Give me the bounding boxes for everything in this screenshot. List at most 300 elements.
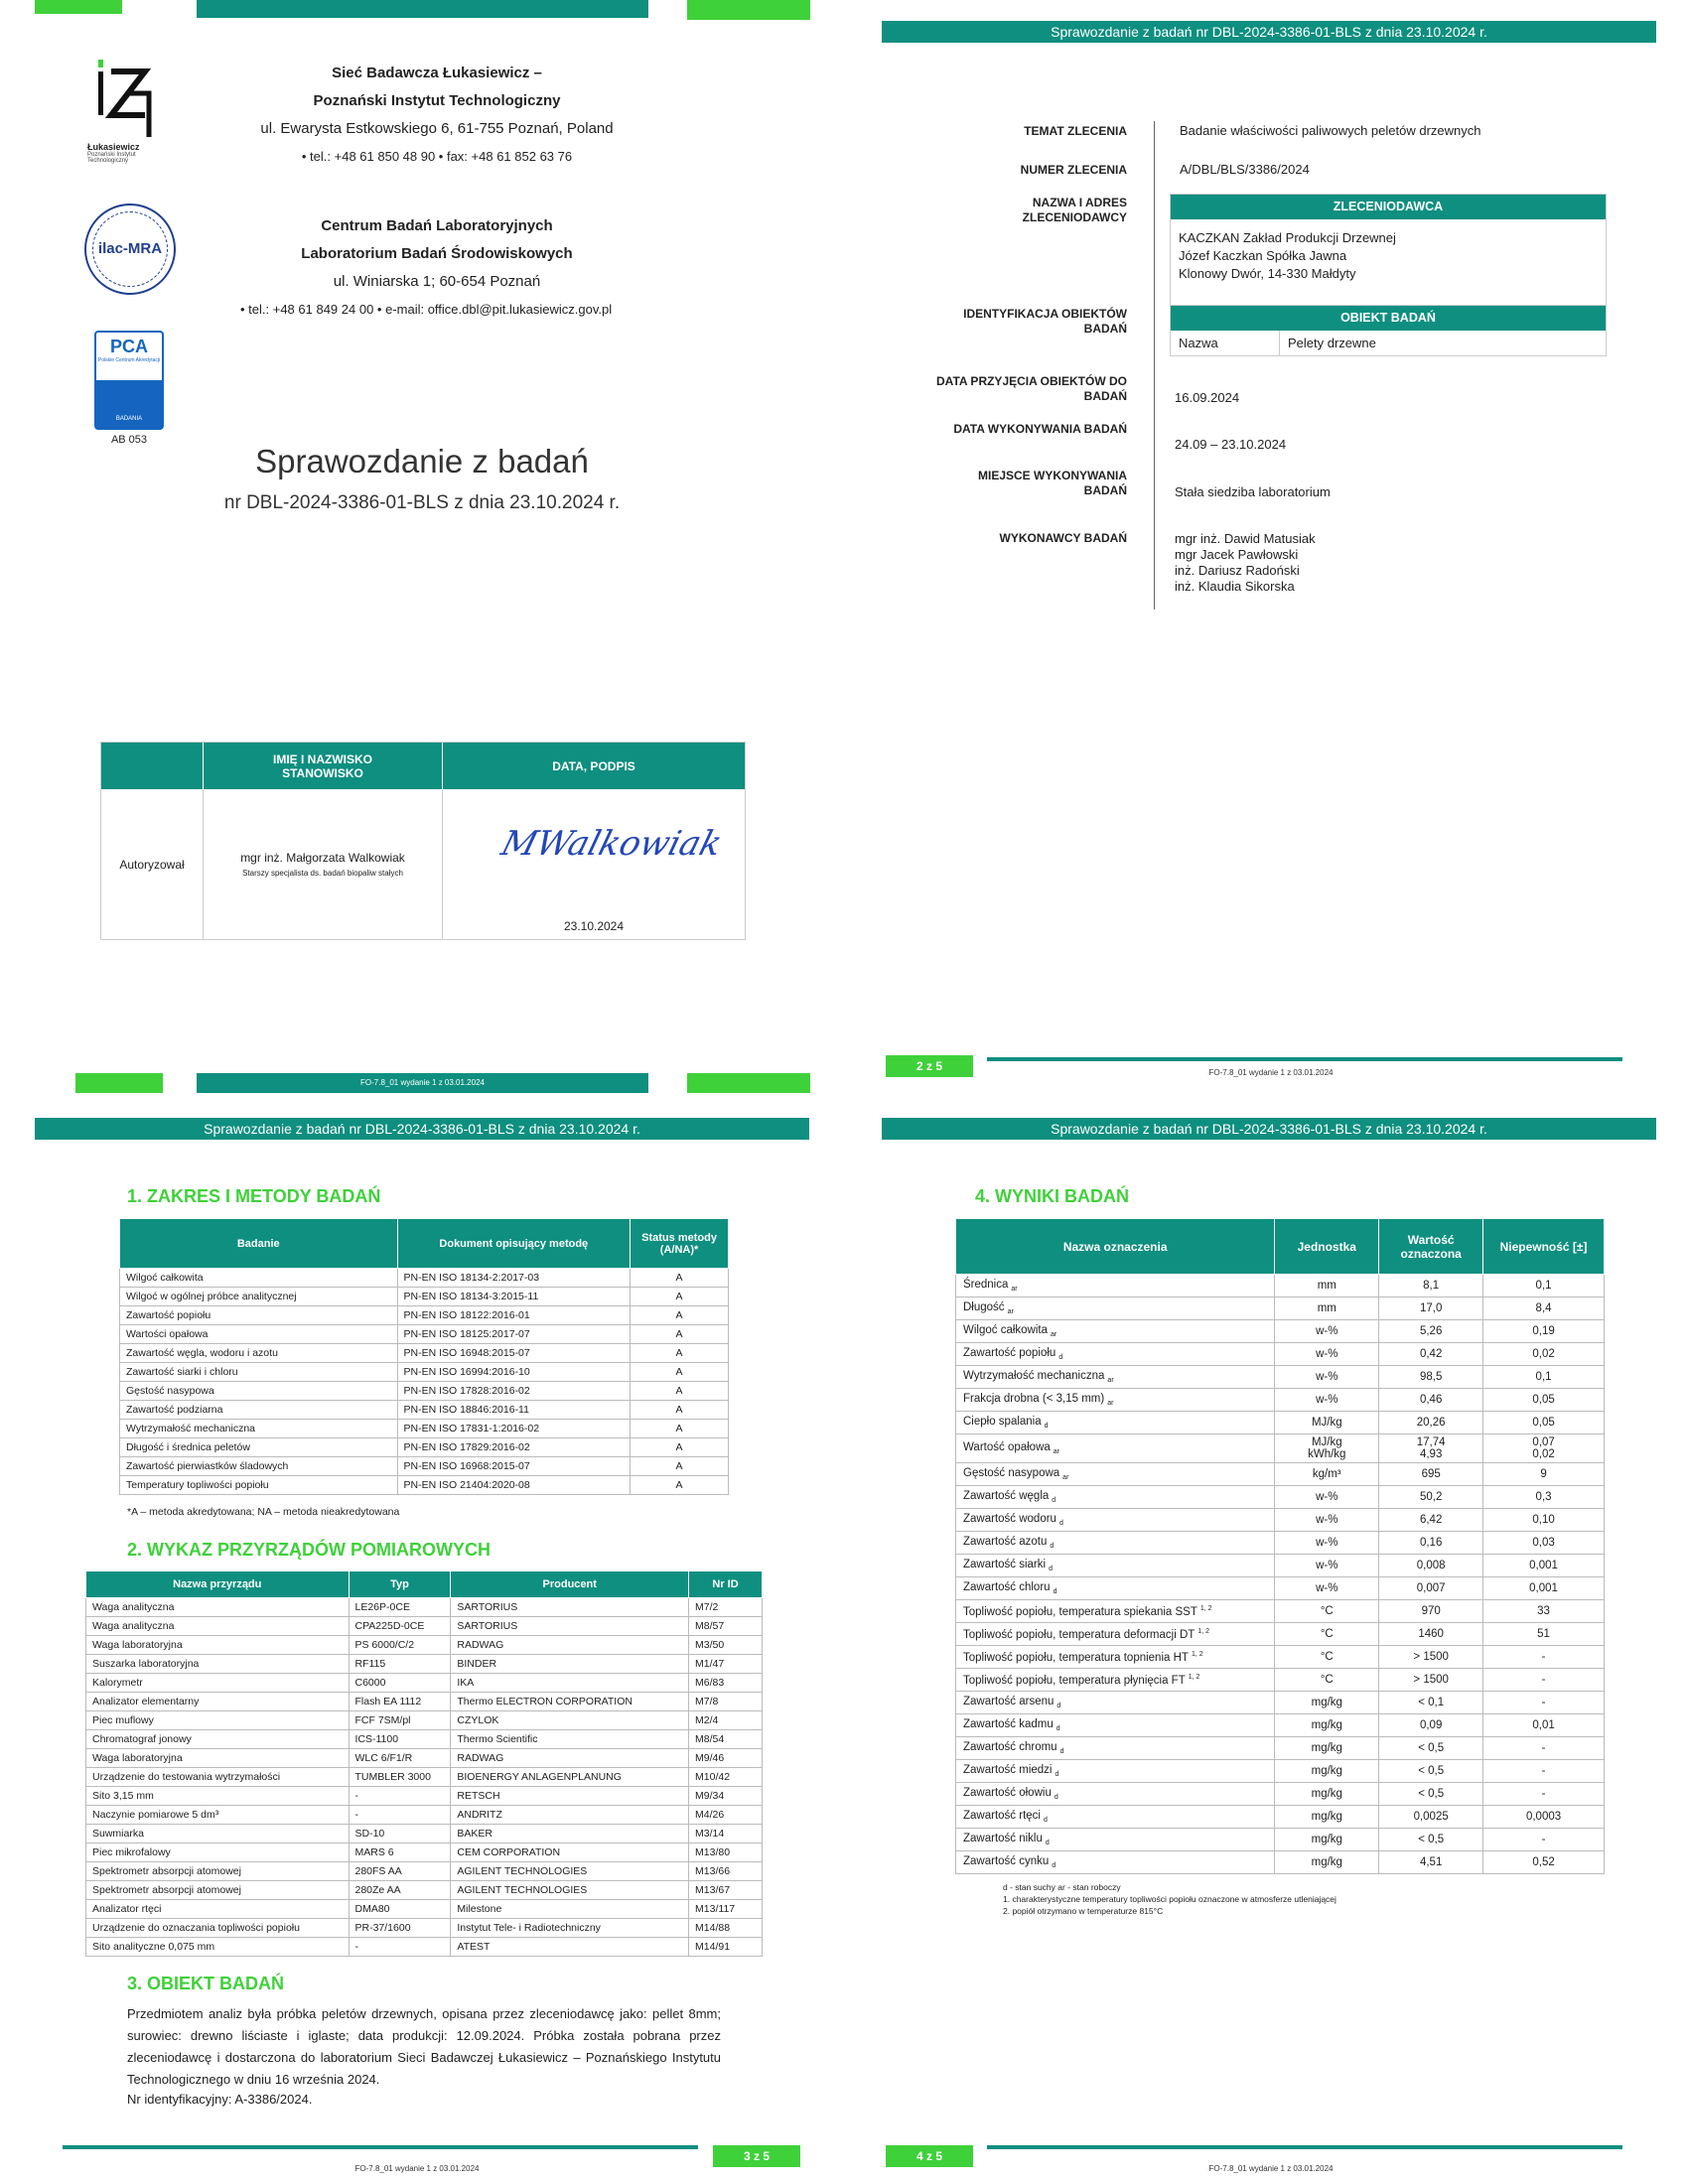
result-name bbox=[956, 1851, 1275, 1874]
note-2: 1. charakterystyczne temperatury topliwości popiołu oznaczone w atmosferze utleniającej bbox=[1003, 1894, 1336, 1904]
result-cell: mg/kg bbox=[1275, 1714, 1379, 1737]
result-cell: mg/kg bbox=[1275, 1737, 1379, 1760]
instrument-row-cell: PR-37/1600 bbox=[349, 1919, 451, 1938]
result-row bbox=[956, 1714, 1605, 1737]
instrument-row-cell: RADWAG bbox=[451, 1749, 689, 1768]
result-cell: 0,05 bbox=[1483, 1389, 1605, 1412]
result-name bbox=[956, 1486, 1275, 1509]
wykonawcy-list bbox=[1175, 531, 1473, 595]
result-cell: 17,74 4,93 bbox=[1379, 1434, 1483, 1463]
method-row-cell: A bbox=[631, 1382, 729, 1401]
result-cell: mg/kg bbox=[1275, 1829, 1379, 1851]
result-name-text: Wartość opałowa bbox=[963, 1440, 1051, 1453]
result-name bbox=[956, 1646, 1275, 1669]
result-name-text: Zawartość azotu bbox=[963, 1535, 1048, 1548]
result-condition: d bbox=[1059, 1748, 1064, 1756]
method-row-cell: PN-EN ISO 18122:2016-01 bbox=[397, 1306, 631, 1325]
result-row bbox=[956, 1783, 1605, 1806]
result-cell: °C bbox=[1275, 1623, 1379, 1646]
instrument-row bbox=[86, 1862, 763, 1881]
result-cell: 17,0 bbox=[1379, 1297, 1483, 1320]
result-name bbox=[956, 1275, 1275, 1297]
method-row-cell: A bbox=[631, 1363, 729, 1382]
method-row-cell: PN-EN ISO 21404:2020-08 bbox=[397, 1476, 631, 1495]
instrument-row-cell: Suszarka laboratoryjna bbox=[86, 1655, 350, 1674]
result-cell: 0,03 bbox=[1483, 1532, 1605, 1555]
ab-number: AB 053 bbox=[110, 434, 148, 446]
result-condition: d bbox=[1055, 1771, 1059, 1779]
result-name bbox=[956, 1555, 1275, 1577]
instrument-row-cell: Naczynie pomiarowe 5 dm³ bbox=[86, 1806, 350, 1825]
method-row-cell: Zawartość siarki i chloru bbox=[120, 1363, 398, 1382]
top-green-bar bbox=[35, 0, 122, 14]
result-cell: 6,42 bbox=[1379, 1509, 1483, 1532]
page2-header: Sprawozdanie z badań nr DBL-2024-3386-01-BLS z dnia 23.10.2024 r. bbox=[882, 21, 1656, 43]
note-3: 2. popiół otrzymano w temperaturze 815°C bbox=[1003, 1906, 1164, 1916]
instrument-row-cell: M8/54 bbox=[689, 1730, 763, 1749]
instrument-row-cell: 280Ze AA bbox=[349, 1881, 451, 1900]
method-row-cell: Temperatury topliwości popiołu bbox=[120, 1476, 398, 1495]
result-cell: 8,1 bbox=[1379, 1275, 1483, 1297]
methods-col-badanie: Badanie bbox=[120, 1219, 398, 1269]
instrument-row bbox=[86, 1919, 763, 1938]
result-cell: mm bbox=[1275, 1297, 1379, 1320]
result-cell: w-% bbox=[1275, 1320, 1379, 1343]
result-condition: d bbox=[1054, 1794, 1058, 1802]
result-cell: < 0,5 bbox=[1379, 1783, 1483, 1806]
method-row-cell: PN-EN ISO 18134-2:2017-03 bbox=[397, 1269, 631, 1288]
instrument-row-cell: Waga analityczna bbox=[86, 1617, 350, 1636]
auth-title: Starszy specjalista ds. badań biopaliw stałych bbox=[242, 869, 403, 878]
result-cell: > 1500 bbox=[1379, 1669, 1483, 1692]
instrument-row bbox=[86, 1806, 763, 1825]
instrument-row-cell: M13/66 bbox=[689, 1862, 763, 1881]
result-name-text: Długość bbox=[963, 1300, 1005, 1313]
section1-title: 1. ZAKRES I METODY BADAŃ bbox=[127, 1186, 381, 1206]
obiekt-header: OBIEKT BADAŃ bbox=[1171, 306, 1606, 331]
result-cell: 0,007 bbox=[1379, 1577, 1483, 1600]
section4-title: 4. WYNIKI BADAŃ bbox=[975, 1186, 1130, 1206]
page1-footer-code: FO-7.8_01 wydanie 1 z 03.01.2024 bbox=[197, 1073, 648, 1093]
result-cell: - bbox=[1483, 1829, 1605, 1851]
result-cell: 51 bbox=[1483, 1623, 1605, 1646]
method-row bbox=[120, 1269, 729, 1288]
instrument-row-cell: ICS-1100 bbox=[349, 1730, 451, 1749]
method-row bbox=[120, 1344, 729, 1363]
instrument-row-cell: Analizator elementarny bbox=[86, 1693, 350, 1711]
method-row-cell: A bbox=[631, 1401, 729, 1420]
result-cell: < 0,5 bbox=[1379, 1829, 1483, 1851]
method-row-cell: A bbox=[631, 1288, 729, 1306]
result-row bbox=[956, 1623, 1605, 1646]
obiekt-box bbox=[1170, 305, 1607, 356]
result-condition: 1, 2 bbox=[1197, 1627, 1209, 1635]
result-name bbox=[956, 1623, 1275, 1646]
result-row bbox=[956, 1829, 1605, 1851]
result-cell: 0,19 bbox=[1483, 1320, 1605, 1343]
result-condition: ar bbox=[1107, 1377, 1114, 1385]
result-condition: d bbox=[1052, 1497, 1056, 1505]
methods-note: *A – metoda akredytowana; NA – metoda nieakredytowana bbox=[127, 1506, 400, 1518]
result-row bbox=[956, 1509, 1605, 1532]
instrument-row-cell: Spektrometr absorpcji atomowej bbox=[86, 1881, 350, 1900]
method-row-cell: A bbox=[631, 1476, 729, 1495]
wykonawca-4: inż. Klaudia Sikorska bbox=[1175, 579, 1295, 594]
page3-footer-line bbox=[63, 2145, 698, 2149]
signature: MWalkowiak bbox=[496, 824, 727, 864]
result-name bbox=[956, 1806, 1275, 1829]
result-name bbox=[956, 1783, 1275, 1806]
result-name bbox=[956, 1760, 1275, 1783]
result-cell: w-% bbox=[1275, 1486, 1379, 1509]
page3-number: 3 z 5 bbox=[713, 2145, 800, 2167]
client-line-3: Klonowy Dwór, 14-330 Małdyty bbox=[1179, 266, 1356, 281]
result-cell: °C bbox=[1275, 1600, 1379, 1623]
result-cell: °C bbox=[1275, 1646, 1379, 1669]
instrument-row-cell: M14/91 bbox=[689, 1938, 763, 1957]
auth-col-date: DATA, PODPIS bbox=[552, 758, 635, 773]
result-name bbox=[956, 1297, 1275, 1320]
result-condition: ar bbox=[1062, 1474, 1069, 1482]
instrument-row-cell: M13/80 bbox=[689, 1843, 763, 1862]
result-cell: 33 bbox=[1483, 1600, 1605, 1623]
top-teal-bar bbox=[197, 0, 648, 18]
result-name-text: Topliwość popiołu, temperatura topnienia HT bbox=[963, 1651, 1189, 1664]
instrument-row-cell: M7/8 bbox=[689, 1693, 763, 1711]
ilac-mra-logo bbox=[84, 204, 176, 295]
instrument-row-cell: Spektrometr absorpcji atomowej bbox=[86, 1862, 350, 1881]
result-row bbox=[956, 1760, 1605, 1783]
method-row-cell: PN-EN ISO 17829:2016-02 bbox=[397, 1438, 631, 1457]
instrument-row-cell: - bbox=[349, 1787, 451, 1806]
instrument-row bbox=[86, 1655, 763, 1674]
result-name-text: Zawartość kadmu bbox=[963, 1717, 1054, 1730]
methods-table bbox=[119, 1218, 729, 1495]
instrument-row-cell: LE26P-0CE bbox=[349, 1598, 451, 1617]
result-name bbox=[956, 1320, 1275, 1343]
result-condition: d bbox=[1050, 1543, 1055, 1551]
result-cell: 0,10 bbox=[1483, 1509, 1605, 1532]
zleceniodawca-label: NAZWA I ADRES ZLECENIODAWCY bbox=[1022, 196, 1127, 224]
result-name bbox=[956, 1434, 1275, 1463]
result-cell: 0,52 bbox=[1483, 1851, 1605, 1874]
result-cell: 695 bbox=[1379, 1463, 1483, 1486]
result-name bbox=[956, 1737, 1275, 1760]
result-name bbox=[956, 1412, 1275, 1434]
identyfikacja-label: IDENTYFIKACJA OBIEKTÓW BADAŃ bbox=[963, 307, 1127, 336]
obiekt-key: Nazwa bbox=[1171, 331, 1280, 355]
result-cell: 0,05 bbox=[1483, 1412, 1605, 1434]
instrument-row bbox=[86, 1636, 763, 1655]
instrument-row-cell: Chromatograf jonowy bbox=[86, 1730, 350, 1749]
result-condition: d bbox=[1049, 1566, 1053, 1573]
instrument-row-cell: Flash EA 1112 bbox=[349, 1693, 451, 1711]
result-row bbox=[956, 1532, 1605, 1555]
result-cell: °C bbox=[1275, 1669, 1379, 1692]
section2-title: 2. WYKAZ PRZYRZĄDÓW POMIAROWYCH bbox=[127, 1540, 491, 1560]
page4-footer-line bbox=[987, 2145, 1622, 2149]
instrument-row-cell: Kalorymetr bbox=[86, 1674, 350, 1693]
result-name-text: Zawartość siarki bbox=[963, 1558, 1047, 1570]
res-col-name: Nazwa oznaczenia bbox=[956, 1219, 1275, 1275]
instrument-row-cell: Thermo ELECTRON CORPORATION bbox=[451, 1693, 689, 1711]
instrument-row-cell: Waga laboratoryjna bbox=[86, 1749, 350, 1768]
result-name-text: Zawartość cynku bbox=[963, 1854, 1050, 1867]
instrument-row-cell: Instytut Tele- i Radiotechniczny bbox=[451, 1919, 689, 1938]
report-title: Sprawozdanie z badań bbox=[255, 443, 589, 479]
instrument-row-cell: PS 6000/C/2 bbox=[349, 1636, 451, 1655]
method-row-cell: Zawartość popiołu bbox=[120, 1306, 398, 1325]
instrument-row-cell: Sito 3,15 mm bbox=[86, 1787, 350, 1806]
result-name-text: Zawartość ołowiu bbox=[963, 1786, 1052, 1799]
method-row bbox=[120, 1363, 729, 1382]
result-row bbox=[956, 1555, 1605, 1577]
result-cell: 8,4 bbox=[1483, 1297, 1605, 1320]
result-condition: d bbox=[1044, 1423, 1049, 1431]
instrument-row-cell: 280FS AA bbox=[349, 1862, 451, 1881]
instrument-row-cell: WLC 6/F1/R bbox=[349, 1749, 451, 1768]
method-row bbox=[120, 1325, 729, 1344]
result-row bbox=[956, 1343, 1605, 1366]
wykonawca-3: inż. Dariusz Radoński bbox=[1175, 563, 1300, 578]
instrument-row-cell: Urządzenie do oznaczania topliwości popiołu bbox=[86, 1919, 350, 1938]
auth-date: 23.10.2024 bbox=[563, 919, 625, 933]
instrument-row-cell: Waga analityczna bbox=[86, 1598, 350, 1617]
result-cell: 4,51 bbox=[1379, 1851, 1483, 1874]
method-row-cell: A bbox=[631, 1438, 729, 1457]
logo-subtitle: Poznański Instytut Technologiczny bbox=[87, 152, 136, 164]
auth-col-name: IMIĘ I NAZWISKO STANOWISKO bbox=[204, 743, 443, 789]
result-row bbox=[956, 1806, 1605, 1829]
result-condition: ar bbox=[1051, 1331, 1057, 1339]
result-condition: d bbox=[1052, 1862, 1056, 1870]
result-cell: > 1500 bbox=[1379, 1646, 1483, 1669]
instr-col-name: Nazwa przyrządu bbox=[86, 1571, 350, 1598]
result-cell: 0,16 bbox=[1379, 1532, 1483, 1555]
instrument-row-cell: SARTORIUS bbox=[451, 1617, 689, 1636]
instrument-row-cell: - bbox=[349, 1806, 451, 1825]
instrument-row-cell: Waga laboratoryjna bbox=[86, 1636, 350, 1655]
footer-green-left bbox=[75, 1073, 163, 1093]
result-name bbox=[956, 1692, 1275, 1714]
result-row bbox=[956, 1366, 1605, 1389]
result-cell: 9 bbox=[1483, 1463, 1605, 1486]
result-cell: - bbox=[1483, 1692, 1605, 1714]
center-line-2: Laboratorium Badań Środowiskowych bbox=[301, 245, 573, 262]
instrument-row-cell: SARTORIUS bbox=[451, 1598, 689, 1617]
instrument-row-cell: BIOENERGY ANLAGENPLANUNG bbox=[451, 1768, 689, 1787]
result-name bbox=[956, 1829, 1275, 1851]
pca-text: PCA bbox=[109, 337, 148, 356]
method-row bbox=[120, 1420, 729, 1438]
data-przyjecia-value: 16.09.2024 bbox=[1175, 390, 1240, 405]
result-name-text: Topliwość popiołu, temperatura płynięcia FT bbox=[963, 1674, 1186, 1687]
instrument-row bbox=[86, 1768, 763, 1787]
result-name bbox=[956, 1577, 1275, 1600]
result-name-text: Zawartość miedzi bbox=[963, 1763, 1053, 1776]
instrument-row bbox=[86, 1730, 763, 1749]
zleceniodawca-box bbox=[1170, 194, 1607, 321]
instrument-row-cell: CPA225D-0CE bbox=[349, 1617, 451, 1636]
result-cell: mg/kg bbox=[1275, 1806, 1379, 1829]
result-name-text: Wilgoć całkowita bbox=[963, 1323, 1048, 1336]
method-row-cell: PN-EN ISO 16948:2015-07 bbox=[397, 1344, 631, 1363]
temat-value: Badanie właściwości paliwowych peletów drzewnych bbox=[1180, 123, 1481, 138]
result-row bbox=[956, 1320, 1605, 1343]
result-cell: 0,1 bbox=[1483, 1275, 1605, 1297]
result-condition: 1, 2 bbox=[1188, 1673, 1200, 1681]
center-line-1: Centrum Badań Laboratoryjnych bbox=[321, 217, 553, 234]
institute-line-1: Sieć Badawcza Łukasiewicz – bbox=[332, 65, 542, 81]
instrument-row bbox=[86, 1749, 763, 1768]
method-row bbox=[120, 1382, 729, 1401]
result-cell: - bbox=[1483, 1760, 1605, 1783]
obiekt-value: Pelety drzewne bbox=[1288, 336, 1376, 350]
data-wykonywania-value: 24.09 – 23.10.2024 bbox=[1175, 437, 1287, 452]
miejsce-value: Stała siedziba laboratorium bbox=[1175, 484, 1331, 499]
method-row-cell: A bbox=[631, 1420, 729, 1438]
result-name bbox=[956, 1463, 1275, 1486]
result-cell: 50,2 bbox=[1379, 1486, 1483, 1509]
instrument-row bbox=[86, 1711, 763, 1730]
result-cell: < 0,1 bbox=[1379, 1692, 1483, 1714]
instrument-row-cell: M4/26 bbox=[689, 1806, 763, 1825]
instrument-row bbox=[86, 1617, 763, 1636]
page2-number: 2 z 5 bbox=[886, 1055, 973, 1077]
result-cell: 0,1 bbox=[1483, 1366, 1605, 1389]
results-table bbox=[955, 1218, 1605, 1874]
instrument-row-cell: M14/88 bbox=[689, 1919, 763, 1938]
page4-footer-code: FO-7.8_01 wydanie 1 z 03.01.2024 bbox=[1208, 2164, 1334, 2173]
method-row-cell: PN-EN ISO 16968:2015-07 bbox=[397, 1457, 631, 1476]
method-row-cell: Wartości opałowa bbox=[120, 1325, 398, 1344]
instrument-row-cell: CZYLOK bbox=[451, 1711, 689, 1730]
result-cell: MJ/kg bbox=[1275, 1412, 1379, 1434]
ilac-text: ilac-MRA bbox=[97, 240, 163, 257]
result-cell: MJ/kg kWh/kg bbox=[1275, 1434, 1379, 1463]
method-row-cell: PN-EN ISO 18134-3:2015-11 bbox=[397, 1288, 631, 1306]
result-cell: 0,09 bbox=[1379, 1714, 1483, 1737]
result-row bbox=[956, 1851, 1605, 1874]
result-name bbox=[956, 1509, 1275, 1532]
result-condition: d bbox=[1055, 1725, 1060, 1733]
result-name bbox=[956, 1532, 1275, 1555]
instrument-row-cell: M1/47 bbox=[689, 1655, 763, 1674]
miejsce-label: MIEJSCE WYKONYWANIA BADAŃ bbox=[977, 469, 1127, 497]
client-line-1: KACZKAN Zakład Produkcji Drzewnej bbox=[1179, 230, 1396, 245]
instrument-row-cell: Piec mikrofalowy bbox=[86, 1843, 350, 1862]
method-row bbox=[120, 1476, 729, 1495]
method-row-cell: A bbox=[631, 1306, 729, 1325]
wykonawca-2: mgr Jacek Pawłowski bbox=[1175, 547, 1299, 562]
result-row bbox=[956, 1412, 1605, 1434]
result-cell: 0,02 bbox=[1483, 1343, 1605, 1366]
instrument-row-cell: Urządzenie do testowania wytrzymałości bbox=[86, 1768, 350, 1787]
lukasiewicz-logo bbox=[87, 58, 177, 172]
auth-name: mgr inż. Małgorzata Walkowiak bbox=[240, 851, 405, 865]
institute-address: ul. Ewarysta Estkowskiego 6, 61-755 Poznań, Poland bbox=[260, 120, 614, 137]
instrument-row bbox=[86, 1693, 763, 1711]
result-cell: - bbox=[1483, 1669, 1605, 1692]
result-cell: mg/kg bbox=[1275, 1851, 1379, 1874]
result-cell: 0,001 bbox=[1483, 1555, 1605, 1577]
result-name-text: Zawartość chromu bbox=[963, 1740, 1057, 1753]
method-row-cell: A bbox=[631, 1457, 729, 1476]
method-row-cell: Długość i średnica peletów bbox=[120, 1438, 398, 1457]
result-condition: d bbox=[1053, 1588, 1057, 1596]
client-line-2: Józef Kaczkan Spółka Jawna bbox=[1179, 248, 1347, 263]
result-name-text: Zawartość rtęci bbox=[963, 1809, 1041, 1822]
result-name-text: Zawartość niklu bbox=[963, 1832, 1043, 1844]
instrument-row bbox=[86, 1900, 763, 1919]
method-row-cell: Zawartość podziarna bbox=[120, 1401, 398, 1420]
divider-line bbox=[1154, 121, 1155, 610]
method-row-cell: Wilgoć w ogólnej próbce analitycznej bbox=[120, 1288, 398, 1306]
instrument-row-cell: IKA bbox=[451, 1674, 689, 1693]
result-condition: ar bbox=[1107, 1400, 1114, 1408]
instrument-row-cell: ANDRITZ bbox=[451, 1806, 689, 1825]
result-cell: 0,3 bbox=[1483, 1486, 1605, 1509]
method-row-cell: A bbox=[631, 1325, 729, 1344]
result-cell: 970 bbox=[1379, 1600, 1483, 1623]
result-cell: mg/kg bbox=[1275, 1760, 1379, 1783]
instrument-row-cell: DMA80 bbox=[349, 1900, 451, 1919]
result-cell: w-% bbox=[1275, 1343, 1379, 1366]
method-row-cell: A bbox=[631, 1344, 729, 1363]
instrument-row-cell: M2/4 bbox=[689, 1711, 763, 1730]
instrument-row bbox=[86, 1938, 763, 1957]
result-name-text: Zawartość chloru bbox=[963, 1580, 1051, 1593]
data-wykonywania-label: DATA WYKONYWANIA BADAŃ bbox=[953, 422, 1127, 436]
result-cell: 0,42 bbox=[1379, 1343, 1483, 1366]
result-cell: 20,26 bbox=[1379, 1412, 1483, 1434]
result-name bbox=[956, 1343, 1275, 1366]
top-green-bar-right bbox=[687, 0, 810, 20]
result-cell: 0,0025 bbox=[1379, 1806, 1483, 1829]
method-row bbox=[120, 1288, 729, 1306]
res-col-uncertainty: Niepewność [±] bbox=[1483, 1219, 1605, 1275]
institute-block bbox=[228, 60, 645, 171]
section3-id: Nr identyfikacyjny: A-3386/2024. bbox=[127, 2092, 313, 2107]
result-condition: d bbox=[1058, 1354, 1063, 1362]
result-name bbox=[956, 1366, 1275, 1389]
result-cell: 0,46 bbox=[1379, 1389, 1483, 1412]
method-row-cell: PN-EN ISO 16994:2016-10 bbox=[397, 1363, 631, 1382]
instrument-row-cell: M13/117 bbox=[689, 1900, 763, 1919]
result-cell: 5,26 bbox=[1379, 1320, 1483, 1343]
pca-logo bbox=[94, 331, 164, 430]
result-row bbox=[956, 1434, 1605, 1463]
instrument-row bbox=[86, 1787, 763, 1806]
instrument-row-cell: BINDER bbox=[451, 1655, 689, 1674]
method-row bbox=[120, 1457, 729, 1476]
method-row-cell: Wilgoć całkowita bbox=[120, 1269, 398, 1288]
instrument-row-cell: Sito analityczne 0,075 mm bbox=[86, 1938, 350, 1957]
result-row bbox=[956, 1669, 1605, 1692]
method-row-cell: A bbox=[631, 1269, 729, 1288]
result-cell: w-% bbox=[1275, 1532, 1379, 1555]
result-row bbox=[956, 1577, 1605, 1600]
result-condition: 1, 2 bbox=[1191, 1650, 1203, 1658]
section3-text: Przedmiotem analiz była próbka peletów drzewnych, opisana przez zleceniodawcę jako: pellet 8mm; surowiec: drewno liściaste i iglaste; data produkcji: 12.09.2024. Próbka została pobrana przez zleceniodawcę i dostarczona do laboratorium Sieci Badawczej Łukasiewicz – Poznańskiego Instytutu Technologicznego w dniu 16 września 2024. bbox=[127, 2006, 721, 2087]
result-condition: d bbox=[1058, 1520, 1063, 1528]
instrument-row-cell: M3/50 bbox=[689, 1636, 763, 1655]
section3-title: 3. OBIEKT BADAŃ bbox=[127, 1974, 285, 1993]
zleceniodawca-header: ZLECENIODAWCA bbox=[1171, 195, 1606, 219]
result-cell: w-% bbox=[1275, 1577, 1379, 1600]
result-row bbox=[956, 1463, 1605, 1486]
pca-badge: BADANIA bbox=[96, 380, 162, 428]
